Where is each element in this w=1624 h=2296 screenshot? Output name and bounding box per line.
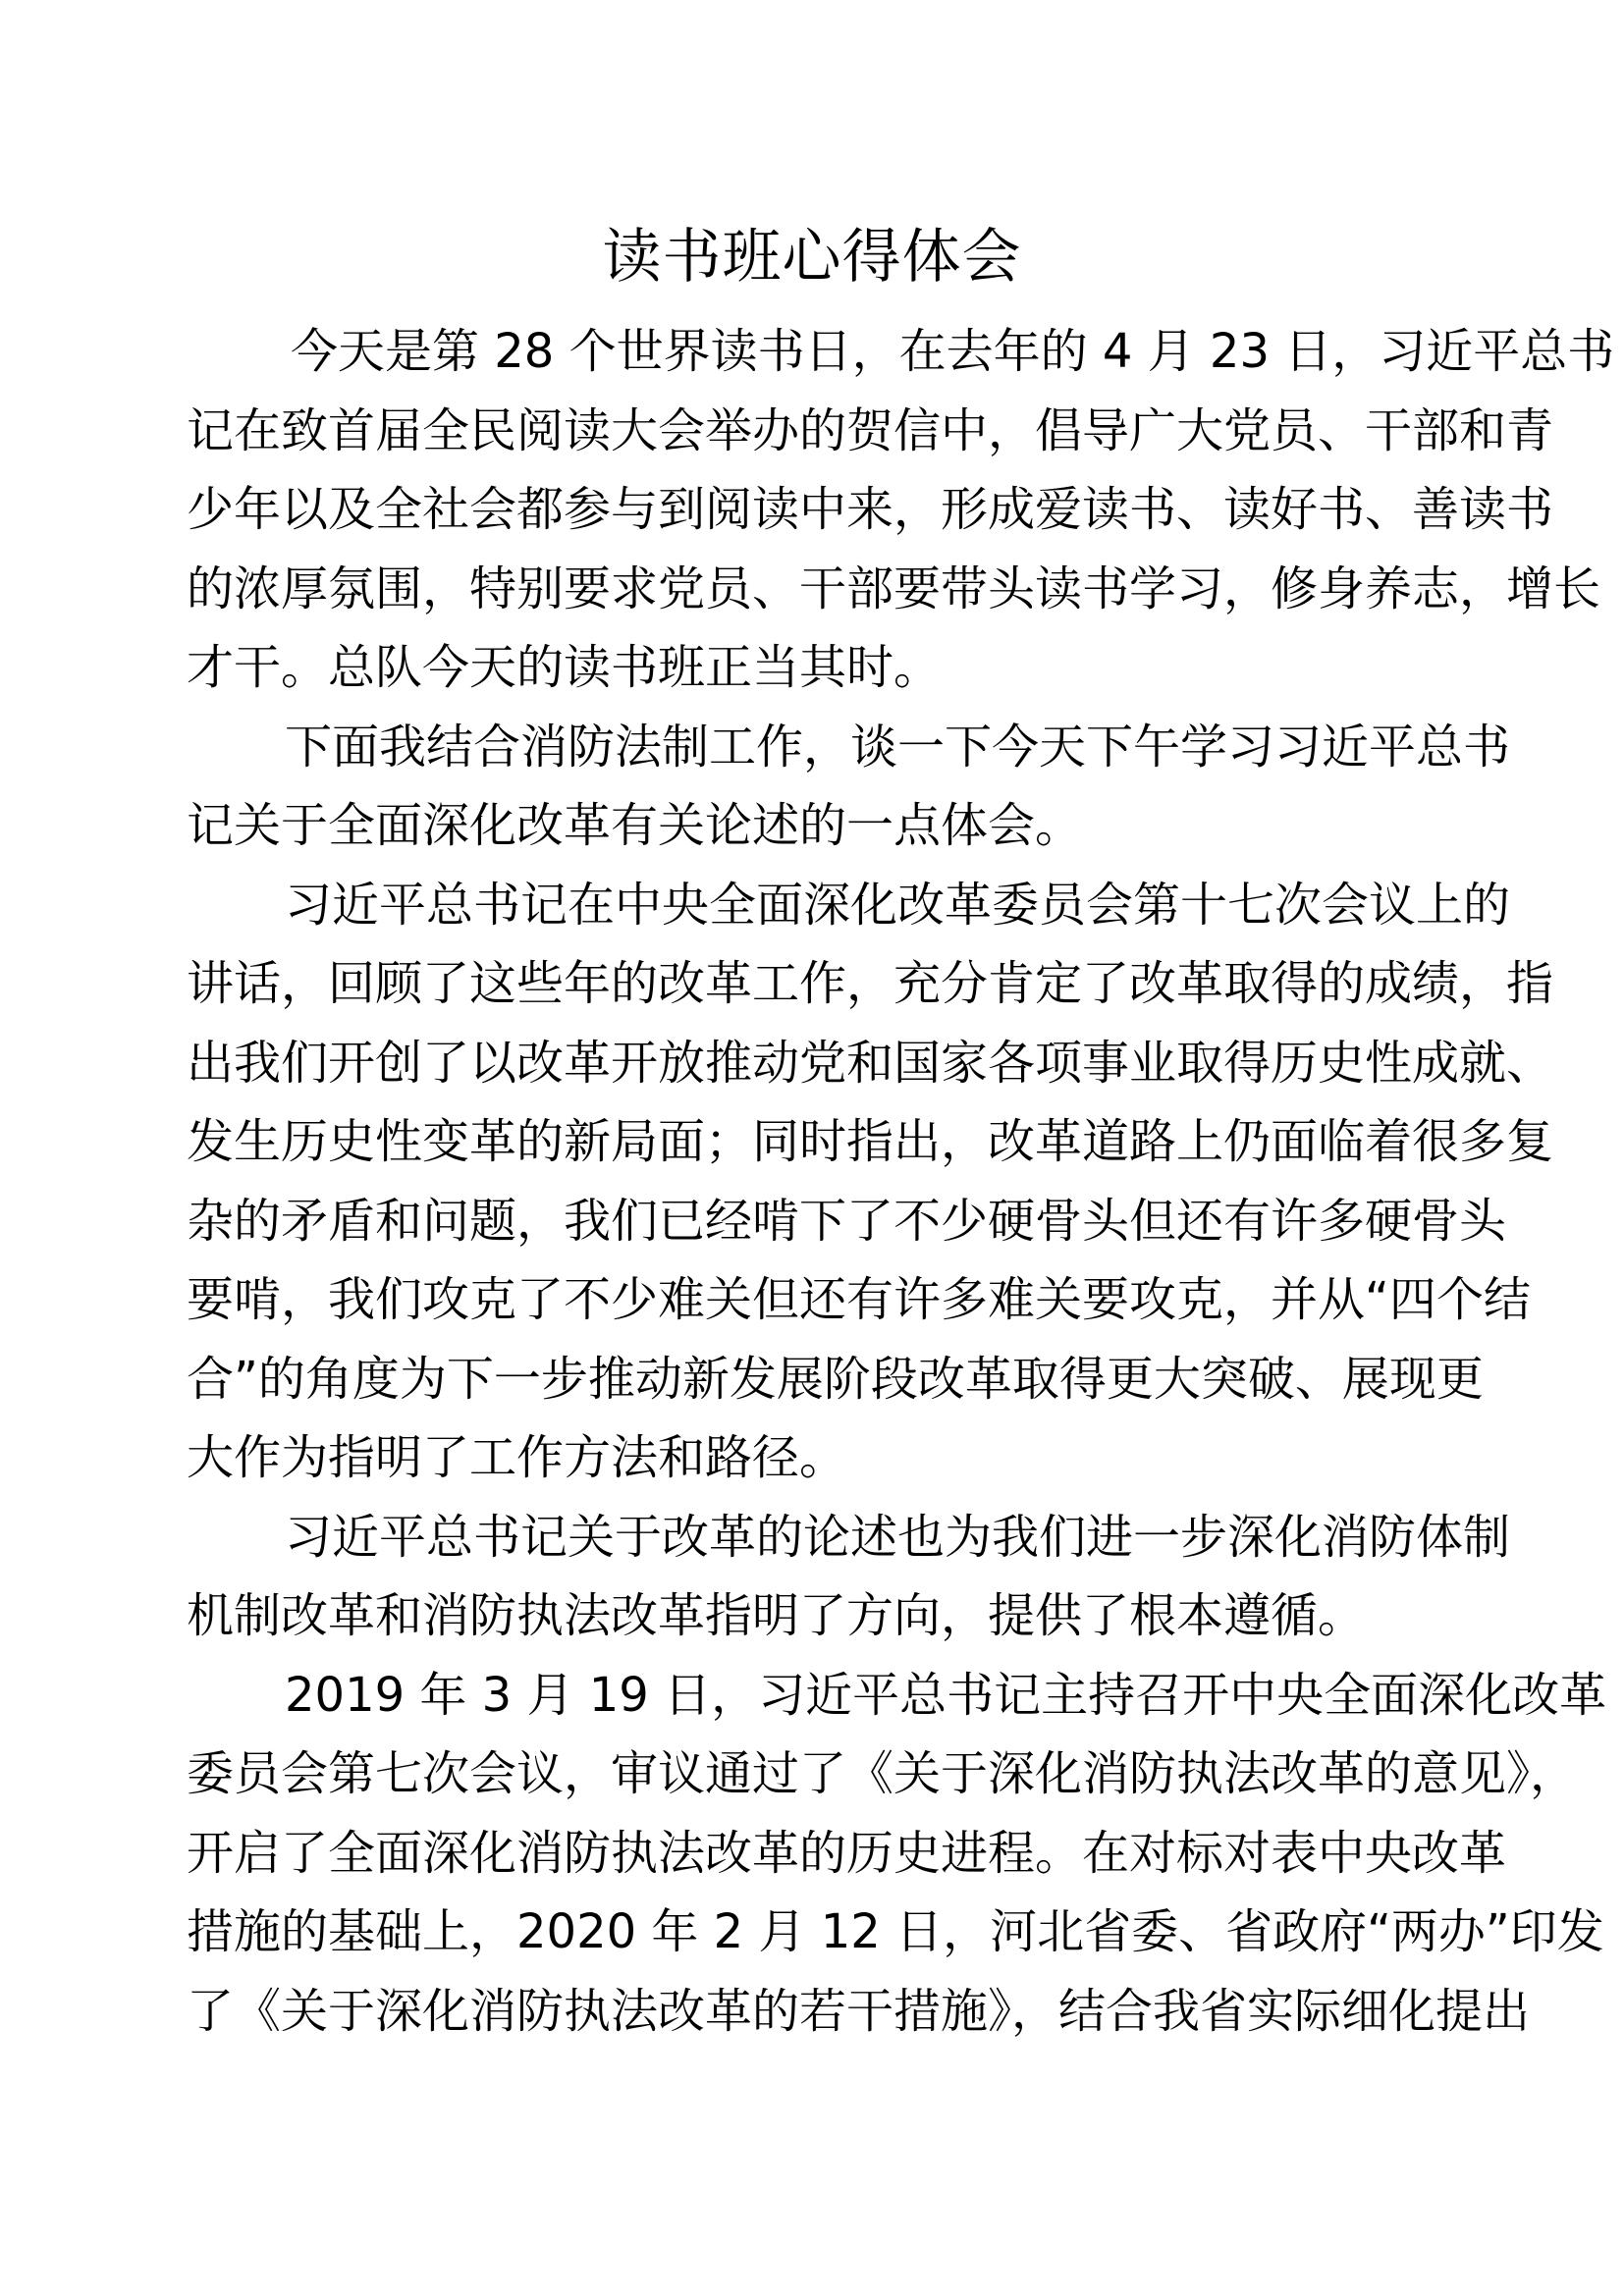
text-line: 记在致首届全民阅读大会举办的贺信中，倡导广大党员、干部和青 [187,402,1554,458]
paragraph-fire-reform-direction [187,1498,1511,1656]
text-line: 机制改革和消防执法改革指明了方向，提供了根本遵循。 [187,1588,1366,1643]
text-line: 2019 年 3 月 19 日，习近平总书记主持召开中央全面深化改革 [285,1667,1607,1723]
text-line: 少年以及全社会都参与到阅读中来，形成爱读书、读好书、善读书 [187,482,1554,537]
text-line: 讲话，回顾了这些年的改革工作，充分肯定了改革取得的成绩，指 [187,956,1554,1011]
text-line: 合”的角度为下一步推动新发展阶段改革取得更大突破、展现更 [187,1351,1484,1407]
document-title: 读书班心得体会 [602,223,1022,292]
text-line: 要啃，我们攻克了不少难关但还有许多难关要攻克，并从“四个结 [187,1272,1531,1327]
text-line: 出我们开创了以改革开放推动党和国家各项事业取得历史性成就、 [187,1035,1554,1091]
paragraph-world-reading-day [187,312,1615,708]
text-line: 杂的矛盾和问题，我们已经啃下了不少硬骨头但还有许多硬骨头 [187,1193,1507,1249]
text-line: 下面我结合消防法制工作，谈一下今天下午学习习近平总书 [285,719,1511,774]
paragraph-reform-speech [187,866,1554,1498]
text-line: 发生历史性变革的新局面；同时指出，改革道路上仍面临着很多复 [187,1114,1554,1169]
text-line: 的浓厚氛围，特别要求党员、干部要带头读书学习，修身养志，增长 [187,561,1601,616]
text-line: 了《关于深化消防执法改革的若干措施》，结合我省实际细化提出 [187,1983,1531,2039]
text-line: 大作为指明了工作方法和路径。 [187,1430,847,1485]
paragraph-intro-legal-work [187,708,1511,866]
text-line: 记关于全面深化改革有关论述的一点体会。 [187,798,1083,853]
document-body [187,312,1615,2051]
text-line: 措施的基础上，2020 年 2 月 12 日，河北省委、省政府“两办”印发 [187,1904,1604,1959]
text-line: 才干。总队今天的读书班正当其时。 [187,640,942,695]
text-line: 开启了全面深化消防执法改革的历史进程。在对标对表中央改革 [187,1825,1507,1881]
text-line: 习近平总书记关于改革的论述也为我们进一步深化消防体制 [285,1509,1511,1565]
paragraph-2019-meeting [187,1656,1607,2052]
text-line: 习近平总书记在中央全面深化改革委员会第十七次会议上的 [285,877,1511,933]
text-line: 今天是第 28 个世界读书日，在去年的 4 月 23 日，习近平总书 [291,324,1615,379]
text-line: 委员会第七次会议，审议通过了《关于深化消防执法改革的意见》， [187,1746,1578,1801]
